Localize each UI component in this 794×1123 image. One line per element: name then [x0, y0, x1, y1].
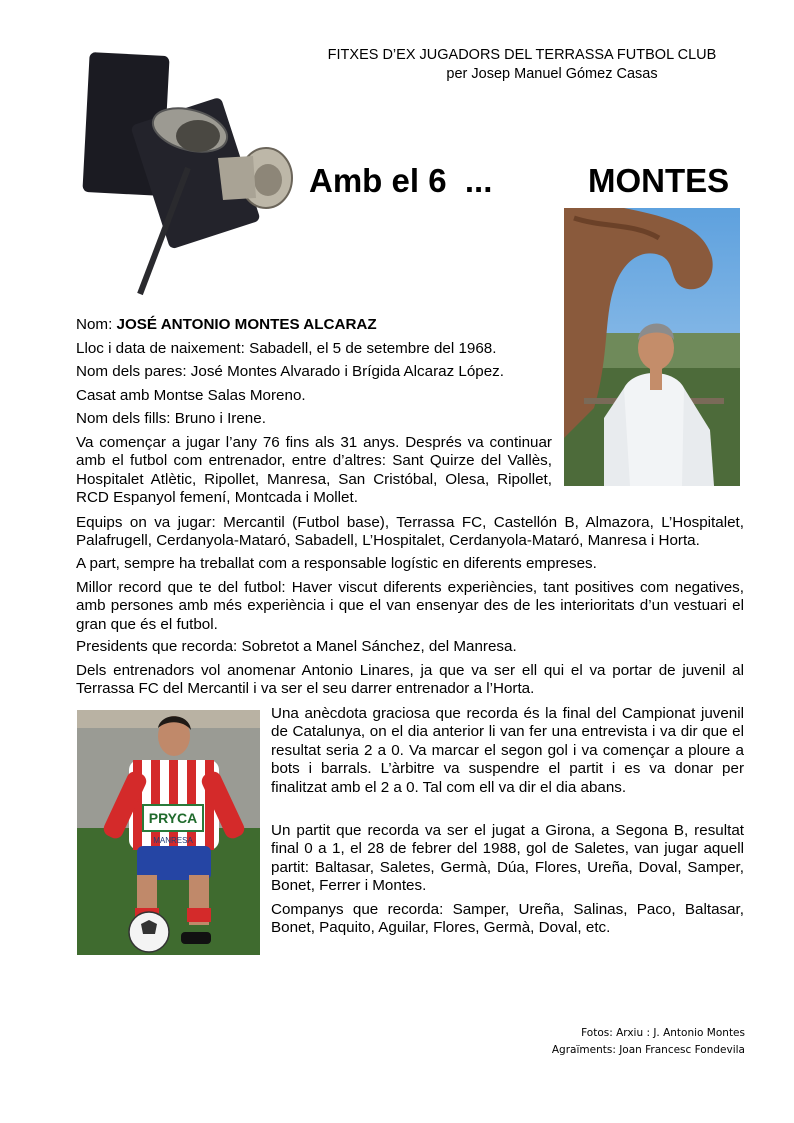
- info-best-memory: Millor record que te del futbol: Haver viscut diferents experiències, tant positives com negatives, amb persones amb més experiència i que el van ensenyar des de les interioritats d’un vestuari el gran que és el futbol.: [76, 579, 744, 633]
- info-name: Nom: JOSÉ ANTONIO MONTES ALCARAZ: [76, 316, 377, 333]
- player-photo: [77, 710, 260, 955]
- info-presidents: Presidents que recorda: Sobretot a Manel Sánchez, del Manresa.: [76, 638, 517, 655]
- jersey-sponsor-text: PRYCA: [148, 810, 198, 826]
- footer-acknowledgements: Agraïments: Joan Francesc Fondevila: [551, 1044, 745, 1056]
- info-match: Un partit que recorda va ser el jugat a Girona, a Segona B, resultat final 0 a 1, el 28 de febrer del 1988, gol de Saletes, van jugar aquell partit: Baltasar, Saletes, Germà, Dúa, Flores, Ureña, Doval, Samper, Bonet, Ferrer i Montes.: [271, 822, 744, 895]
- info-career: Va començar a jugar l’any 76 fins als 31 anys. Després va continuar amb el futbol com entrenador, entre d’altres: Sant Quirze del Vallès, Hospitalet Atlètic, Ripollet, Manresa, San Cristóbal, Olesa, Ripollet, RCD Espanyol femení, Montcada i Mollet.: [76, 434, 552, 507]
- info-birth: Lloc i data de naixement: Sabadell, el 5 de setembre del 1968.: [76, 340, 497, 357]
- info-anecdote: Una anècdota graciosa que recorda és la final del Campionat juvenil de Catalunya, on el dia anterior li van fer una entrevista i va dir que el resultat seria 2 a 0. Va marcar el segon gol i va començar a ploure a bots i barrals. L’àrbitre va suspendre el partit i es va donar per finalitzat amb el 2 a 0. Tal com ell va dir el dia abans.: [271, 705, 744, 796]
- title-player-name: MONTES: [588, 162, 730, 199]
- header-author: per Josep Manuel Gómez Casas: [446, 66, 658, 82]
- info-spouse: Casat amb Montse Salas Moreno.: [76, 387, 306, 404]
- info-teammates: Companys que recorda: Samper, Ureña, Salinas, Paco, Baltasar, Bonet, Paquito, Aguilar, Flores, Germà, Doval, etc.: [271, 901, 744, 937]
- info-children: Nom dels fills: Bruno i Irene.: [76, 410, 266, 427]
- jersey-club-text: MANRESA: [153, 836, 193, 845]
- info-name-value: JOSÉ ANTONIO MONTES ALCARAZ: [116, 316, 377, 333]
- info-coaches: Dels entrenadors vol anomenar Antonio Linares, ja que va ser ell qui el va portar de juvenil al Terrassa FC del Mercantil i va ser el seu darrer entrenador a l’Horta.: [76, 662, 744, 698]
- info-parents: Nom dels pares: José Montes Alvarado i Brígida Alcaraz López.: [76, 363, 504, 380]
- loudspeaker-image: [78, 48, 300, 298]
- header-title: FITXES D’EX JUGADORS DEL TERRASSA FUTBOL CLUB: [327, 47, 717, 63]
- info-teams: Equips on va jugar: Mercantil (Futbol base), Terrassa FC, Castellón B, Almazora, L’Hospitalet, Palafrugell, Cerdanyola-Mataró, Sabadell, L’Hospitalet, Cerdanyola-Mataró, Manresa i Horta.: [76, 514, 744, 550]
- footer-photo-credits: Fotos: Arxiu : J. Antonio Montes: [581, 1027, 745, 1039]
- info-work: A part, sempre ha treballat com a responsable logístic en diferents empreses.: [76, 555, 597, 572]
- document-header: [300, 46, 744, 84]
- portrait-photo: [564, 208, 740, 486]
- title-shirt-number: Amb el 6 ...: [309, 162, 493, 199]
